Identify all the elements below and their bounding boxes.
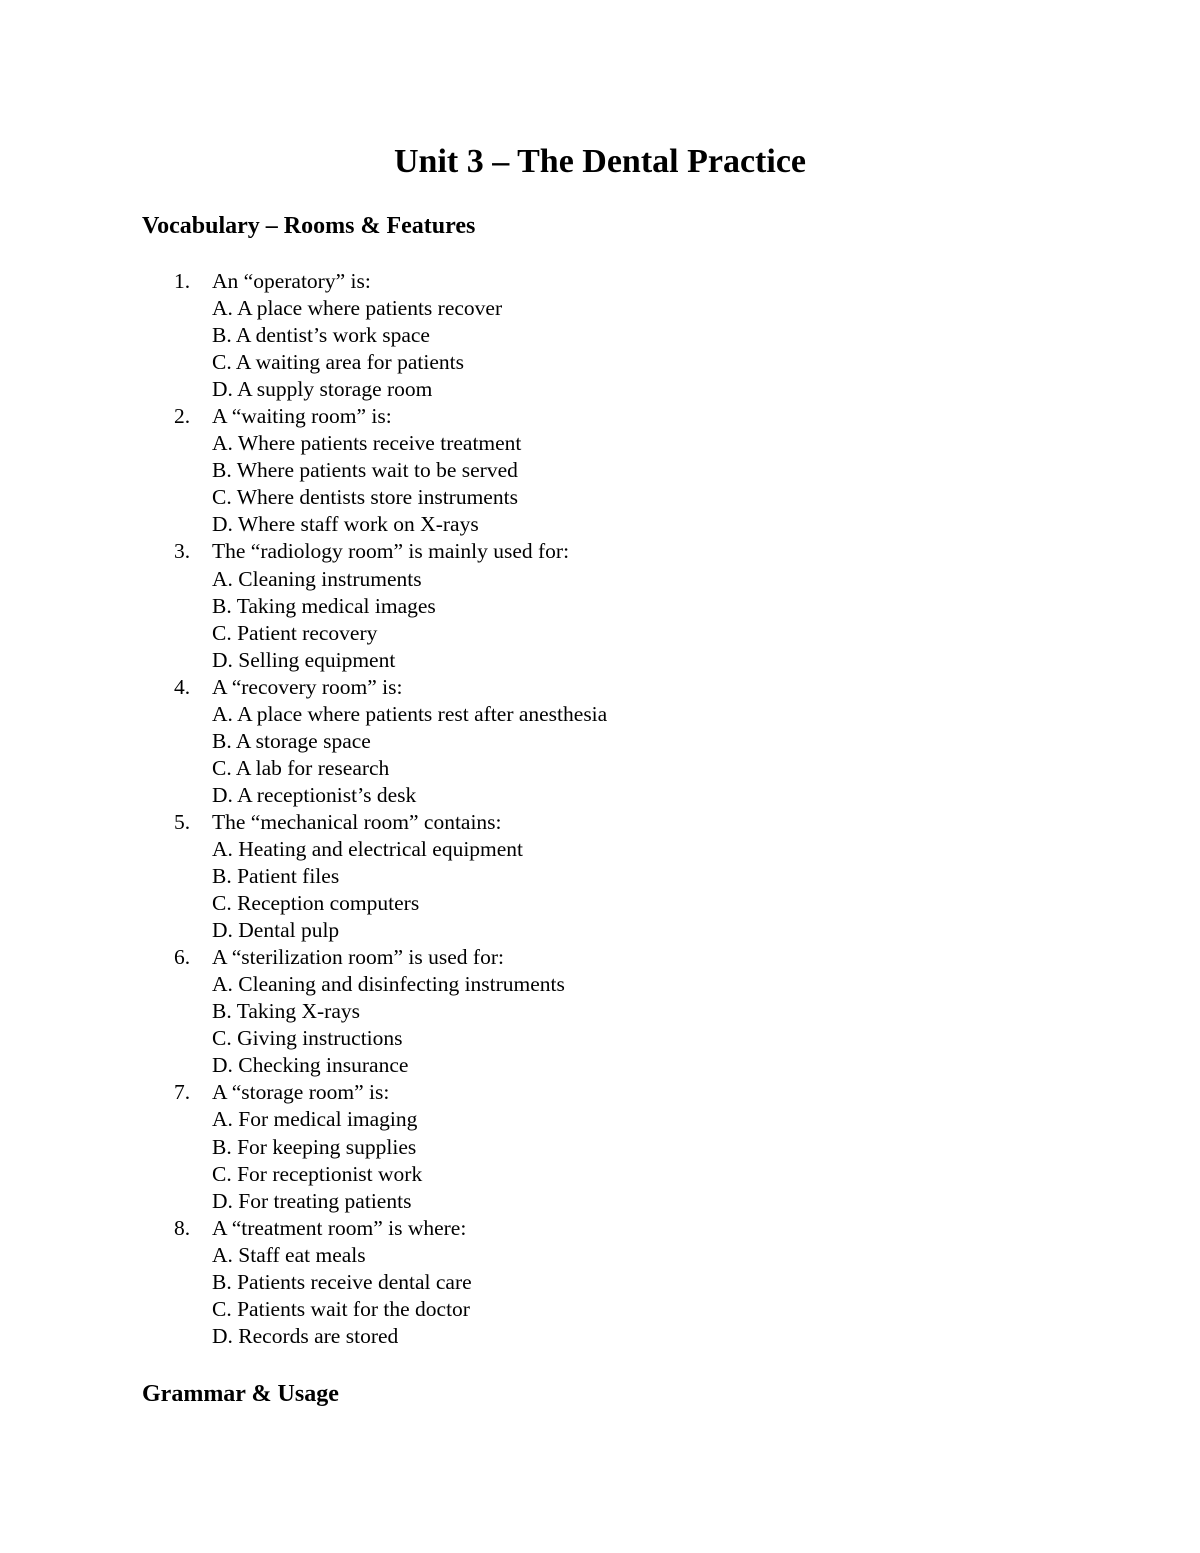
answer-option: B. A dentist’s work space xyxy=(212,323,430,348)
answer-option: C. A lab for research xyxy=(212,755,390,780)
question-stem: The “radiology room” is mainly used for: xyxy=(212,539,570,564)
question-stem-line xyxy=(142,809,1042,836)
answer-option: B. A storage space xyxy=(212,728,371,753)
question-number: 4. xyxy=(174,674,191,699)
question-number: 2. xyxy=(174,404,191,429)
answer-option: B. Taking X-rays xyxy=(212,999,360,1024)
answer-option: B. Taking medical images xyxy=(212,593,436,618)
question-list xyxy=(142,268,1042,1350)
question-item xyxy=(142,1079,1042,1214)
answer-option: A. For medical imaging xyxy=(212,1107,418,1132)
answer-option: D. Records are stored xyxy=(212,1323,399,1348)
question-number: 6. xyxy=(174,945,191,970)
question-number: 5. xyxy=(174,809,191,834)
question-stem-line xyxy=(142,944,1042,971)
question-stem: A “waiting room” is: xyxy=(212,404,392,429)
question-item xyxy=(142,674,1042,809)
answer-option: A. Where patients receive treatment xyxy=(212,431,522,456)
question-number: 7. xyxy=(174,1080,191,1105)
question-stem-line xyxy=(142,403,1042,430)
answer-option: B. Where patients wait to be served xyxy=(212,458,518,483)
answer-option: A. Cleaning instruments xyxy=(212,566,422,591)
question-stem: A “storage room” is: xyxy=(212,1080,390,1105)
question-item xyxy=(142,809,1042,944)
question-item xyxy=(142,268,1042,403)
section-heading-grammar: Grammar & Usage xyxy=(142,1381,339,1407)
answer-option: C. Patient recovery xyxy=(212,620,378,645)
question-stem-line xyxy=(142,1079,1042,1106)
answer-option: D. Checking insurance xyxy=(212,1053,409,1078)
answer-option: C. Patients wait for the doctor xyxy=(212,1296,470,1321)
page-title: Unit 3 – The Dental Practice xyxy=(393,143,807,180)
answer-option: A. A place where patients recover xyxy=(212,296,503,321)
answer-option: C. Reception computers xyxy=(212,891,420,916)
answer-option: C. Where dentists store instruments xyxy=(212,485,518,510)
answer-option: B. Patient files xyxy=(212,864,340,889)
question-stem-line xyxy=(142,538,1042,565)
question-item xyxy=(142,403,1042,538)
question-stem: A “treatment room” is where: xyxy=(212,1215,467,1240)
answer-option: D. Selling equipment xyxy=(212,647,396,672)
answer-option: D. Where staff work on X-rays xyxy=(212,512,479,537)
answer-option: D. A receptionist’s desk xyxy=(212,782,417,807)
question-item xyxy=(142,1215,1042,1350)
question-item xyxy=(142,538,1042,673)
answer-option: B. Patients receive dental care xyxy=(212,1269,472,1294)
question-stem: The “mechanical room” contains: xyxy=(212,809,502,834)
question-stem: A “recovery room” is: xyxy=(212,674,403,699)
answer-option: B. For keeping supplies xyxy=(212,1134,417,1159)
question-stem-line xyxy=(142,674,1042,701)
answer-option: A. Staff eat meals xyxy=(212,1242,366,1267)
answer-option: C. Giving instructions xyxy=(212,1026,403,1051)
question-number: 8. xyxy=(174,1215,191,1240)
question-stem-line xyxy=(142,1215,1042,1242)
question-stem: An “operatory” is: xyxy=(212,269,371,293)
answer-option: A. A place where patients rest after anesthesia xyxy=(212,701,608,726)
section-heading-vocabulary: Vocabulary – Rooms & Features xyxy=(142,213,476,239)
question-stem: A “sterilization room” is used for: xyxy=(212,945,504,970)
question-stem-line xyxy=(142,268,1042,295)
answer-option: C. A waiting area for patients xyxy=(212,350,464,375)
answer-option: C. For receptionist work xyxy=(212,1161,423,1186)
question-number: 3. xyxy=(174,539,191,564)
question-number: 1. xyxy=(174,269,191,293)
answer-option: D. For treating patients xyxy=(212,1188,412,1213)
answer-option: D. A supply storage room xyxy=(212,377,433,402)
answer-option: A. Heating and electrical equipment xyxy=(212,836,524,861)
answer-option: A. Cleaning and disinfecting instruments xyxy=(212,972,565,997)
question-item xyxy=(142,944,1042,1079)
answer-option: D. Dental pulp xyxy=(212,918,340,943)
